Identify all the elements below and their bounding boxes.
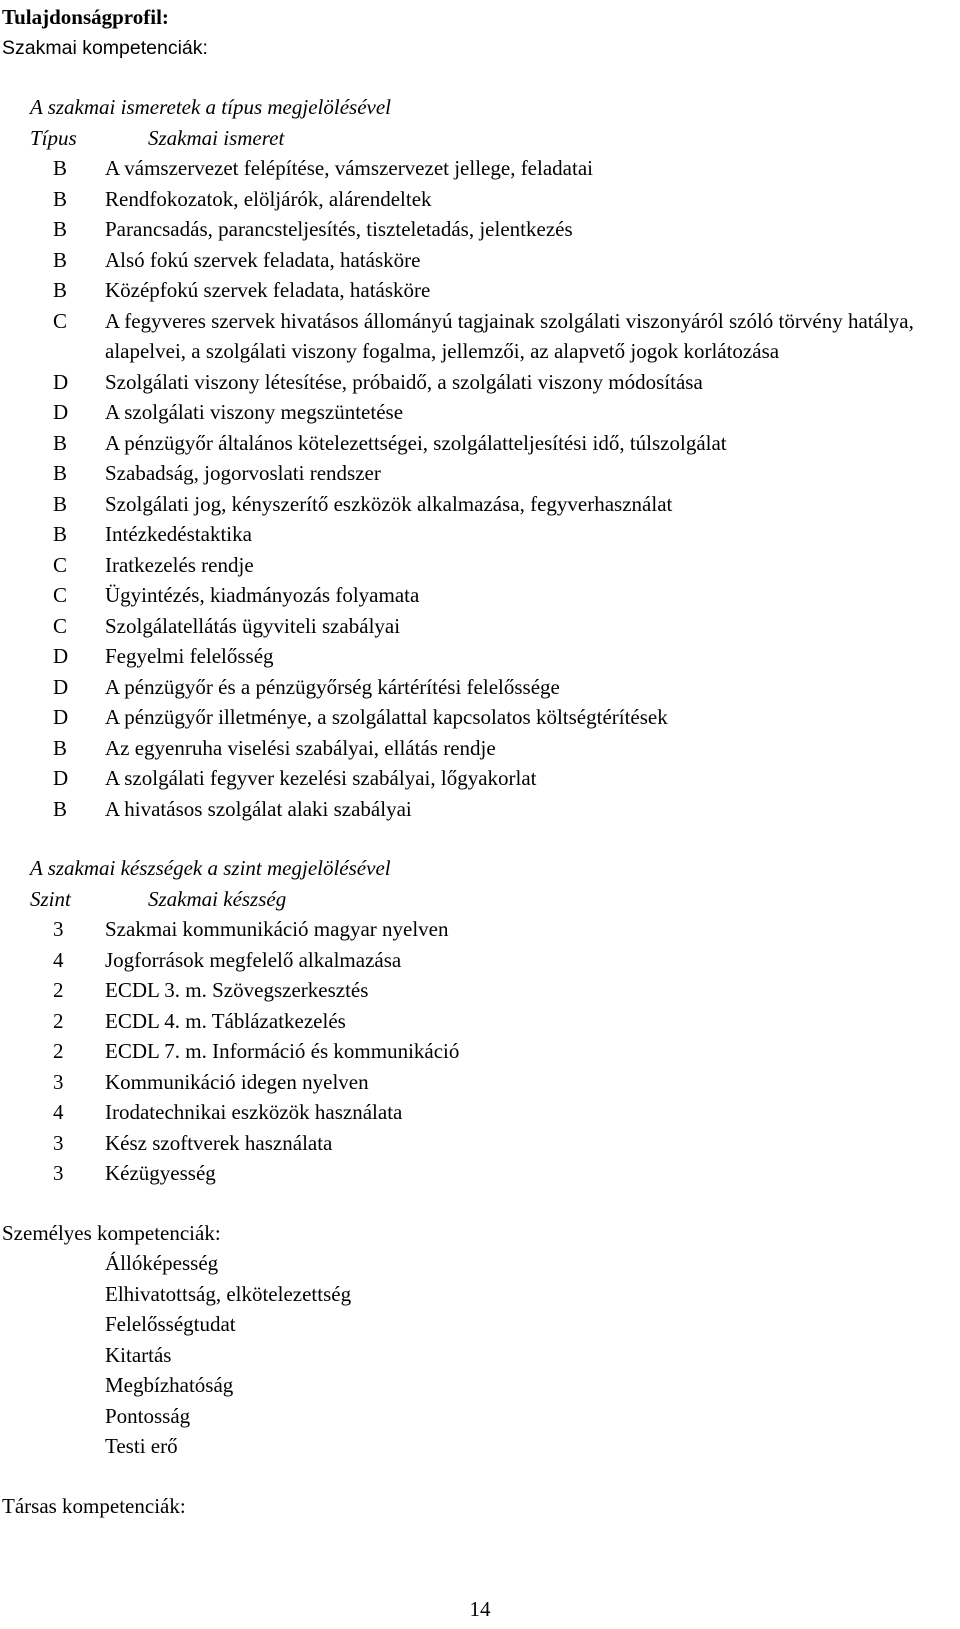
page-heading: Tulajdonságprofil: xyxy=(2,5,169,29)
document-page xyxy=(0,2,960,1521)
knowledge-row-text: Szolgálatellátás ügyviteli szabályai xyxy=(105,613,401,638)
skill-row-text: ECDL 3. m. Szövegszerkesztés xyxy=(105,978,369,1002)
knowledge-row xyxy=(0,672,960,703)
knowledge-row-code: B xyxy=(53,796,68,821)
knowledge-row xyxy=(0,702,960,733)
knowledge-row-text: Parancsadás, parancsteljesítés, tiszteletadás, jelentkezés xyxy=(105,217,573,241)
skill-row xyxy=(0,1036,960,1067)
personal-competency-item: Testi erő xyxy=(105,1434,178,1458)
personal-competency-item: Elhivatottság, elkötelezettség xyxy=(105,1281,352,1306)
knowledge-row xyxy=(0,306,960,367)
skill-row-code: 4 xyxy=(53,947,64,972)
knowledge-row xyxy=(0,428,960,459)
knowledge-row-text: A pénzügyőr illetménye, a szolgálattal kapcsolatos költségtérítések xyxy=(105,705,668,729)
skill-row-code: 3 xyxy=(53,1130,64,1155)
professional-competencies-label: Szakmai kompetenciák: xyxy=(2,36,208,59)
knowledge-table xyxy=(0,153,960,824)
knowledge-row-code: D xyxy=(53,766,69,790)
personal-competency-item: Pontosság xyxy=(105,1403,191,1428)
knowledge-row-code: D xyxy=(53,369,69,394)
knowledge-row-text: Szabadság, jogorvoslati rendszer xyxy=(105,461,381,485)
knowledge-row-text: A pénzügyőr általános kötelezettségei, szolgálatteljesítési idő, túlszolgálat xyxy=(105,430,727,455)
knowledge-row xyxy=(0,550,960,581)
knowledge-row-code: B xyxy=(53,247,68,272)
skill-row xyxy=(0,914,960,945)
skill-row-text: Irodatechnikai eszközök használata xyxy=(105,1100,403,1124)
spacer xyxy=(0,63,960,92)
skill-row-text: Jogforrások megfelelő alkalmazása xyxy=(105,947,402,972)
spacer xyxy=(0,1189,960,1218)
knowledge-row-code: B xyxy=(53,217,68,241)
knowledge-row xyxy=(0,275,960,306)
knowledge-row-text: A vámszervezet felépítése, vámszervezet jellege, feladatai xyxy=(105,156,593,180)
knowledge-row-text: Iratkezelés rendje xyxy=(105,552,254,577)
knowledge-row-text: A fegyveres szervek hivatásos állományú tagjainak szolgálati viszonyáról szóló törvény hatálya, alapelvei, a szolgálati viszony fogalma, jellemzői, az alapvető jogok korlátozása xyxy=(105,308,914,363)
knowledge-text-header: Szakmai ismeret xyxy=(148,125,285,150)
knowledge-row-code: B xyxy=(53,491,68,516)
knowledge-row xyxy=(0,763,960,794)
knowledge-row-code: D xyxy=(53,400,69,424)
skill-row-text: ECDL 4. m. Táblázatkezelés xyxy=(105,1008,346,1033)
skill-row xyxy=(0,945,960,976)
knowledge-row xyxy=(0,153,960,184)
knowledge-row xyxy=(0,397,960,428)
knowledge-row-code: B xyxy=(53,156,68,180)
social-competencies-label: Társas kompetenciák: xyxy=(2,1493,186,1518)
knowledge-row-text: Alsó fokú szervek feladata, hatásköre xyxy=(105,247,421,272)
knowledge-type-header: Típus xyxy=(30,125,77,150)
skill-row-code: 2 xyxy=(53,978,64,1002)
personal-competency-item: Állóképesség xyxy=(105,1251,219,1275)
knowledge-row xyxy=(0,214,960,245)
knowledge-caption: A szakmai ismeretek a típus megjelölésével xyxy=(30,95,391,119)
knowledge-row xyxy=(0,794,960,825)
skill-row-code: 3 xyxy=(53,1069,64,1094)
personal-competencies-list xyxy=(0,1248,960,1462)
skill-row-text: Kész szoftverek használata xyxy=(105,1130,333,1155)
knowledge-row-code: C xyxy=(53,613,68,638)
knowledge-row-code: B xyxy=(53,430,68,455)
knowledge-row-code: C xyxy=(53,552,68,577)
knowledge-row-code: B xyxy=(53,735,68,760)
knowledge-row xyxy=(0,458,960,489)
skill-row-code: 4 xyxy=(53,1100,64,1124)
skill-row xyxy=(0,1158,960,1189)
knowledge-row xyxy=(0,733,960,764)
skill-row-code: 3 xyxy=(53,1161,64,1185)
knowledge-row-text: Szolgálati jog, kényszerítő eszközök alkalmazása, fegyverhasználat xyxy=(105,491,673,516)
knowledge-row-text: Középfokú szervek feladata, hatásköre xyxy=(105,278,431,302)
knowledge-row-code: B xyxy=(53,522,68,546)
skill-row-text: Szakmai kommunikáció magyar nyelven xyxy=(105,917,449,941)
skills-table xyxy=(0,914,960,1189)
knowledge-header xyxy=(0,123,960,154)
knowledge-row xyxy=(0,489,960,520)
skill-row xyxy=(0,1097,960,1128)
skill-row-code: 2 xyxy=(53,1008,64,1033)
knowledge-row-code: D xyxy=(53,674,69,699)
knowledge-row-text: A szolgálati fegyver kezelési szabályai, lőgyakorlat xyxy=(105,766,537,790)
skills-header xyxy=(0,884,960,915)
personal-competency-item: Felelősségtudat xyxy=(105,1312,236,1336)
knowledge-row xyxy=(0,245,960,276)
skill-row-text: Kézügyesség xyxy=(105,1161,216,1185)
knowledge-row-code: B xyxy=(53,278,68,302)
spacer xyxy=(0,1462,960,1491)
knowledge-row-text: Ügyintézés, kiadmányozás folyamata xyxy=(105,583,420,607)
knowledge-row xyxy=(0,580,960,611)
personal-competency-item: Kitartás xyxy=(105,1342,172,1367)
skill-row-code: 2 xyxy=(53,1039,64,1063)
personal-competencies-label: Személyes kompetenciák: xyxy=(2,1220,221,1245)
skill-row xyxy=(0,1006,960,1037)
skill-row xyxy=(0,975,960,1006)
page-number: 14 xyxy=(469,1597,491,1621)
knowledge-row xyxy=(0,184,960,215)
knowledge-row-text: Szolgálati viszony létesítése, próbaidő, a szolgálati viszony módosítása xyxy=(105,369,703,394)
skills-caption: A szakmai készségek a szint megjelölésével xyxy=(30,856,391,880)
skill-row-code: 3 xyxy=(53,917,64,941)
knowledge-row xyxy=(0,519,960,550)
skill-row xyxy=(0,1067,960,1098)
skill-row-text: Kommunikáció idegen nyelven xyxy=(105,1069,369,1094)
knowledge-row-code: D xyxy=(53,644,69,668)
knowledge-row-code: C xyxy=(53,583,68,607)
skills-level-header: Szint xyxy=(30,886,71,911)
knowledge-row-text: A szolgálati viszony megszüntetése xyxy=(105,400,404,424)
knowledge-row-text: A hivatásos szolgálat alaki szabályai xyxy=(105,796,412,821)
knowledge-row-code: B xyxy=(53,461,68,485)
knowledge-row xyxy=(0,367,960,398)
knowledge-row-text: Az egyenruha viselési szabályai, ellátás rendje xyxy=(105,735,496,760)
knowledge-row-text: A pénzügyőr és a pénzügyőrség kártérítési felelőssége xyxy=(105,674,560,699)
knowledge-row-text: Intézkedéstaktika xyxy=(105,522,252,546)
knowledge-row-code: C xyxy=(53,308,68,333)
knowledge-row xyxy=(0,641,960,672)
skills-text-header: Szakmai készség xyxy=(148,886,287,911)
personal-competency-item: Megbízhatóság xyxy=(105,1373,234,1397)
knowledge-row xyxy=(0,611,960,642)
skill-row xyxy=(0,1128,960,1159)
knowledge-row-code: D xyxy=(53,705,69,729)
knowledge-row-text: Fegyelmi felelősség xyxy=(105,644,274,668)
knowledge-row-text: Rendfokozatok, elöljárók, alárendeltek xyxy=(105,186,432,211)
skill-row-text: ECDL 7. m. Információ és kommunikáció xyxy=(105,1039,460,1063)
spacer xyxy=(0,824,960,853)
knowledge-row-code: B xyxy=(53,186,68,211)
